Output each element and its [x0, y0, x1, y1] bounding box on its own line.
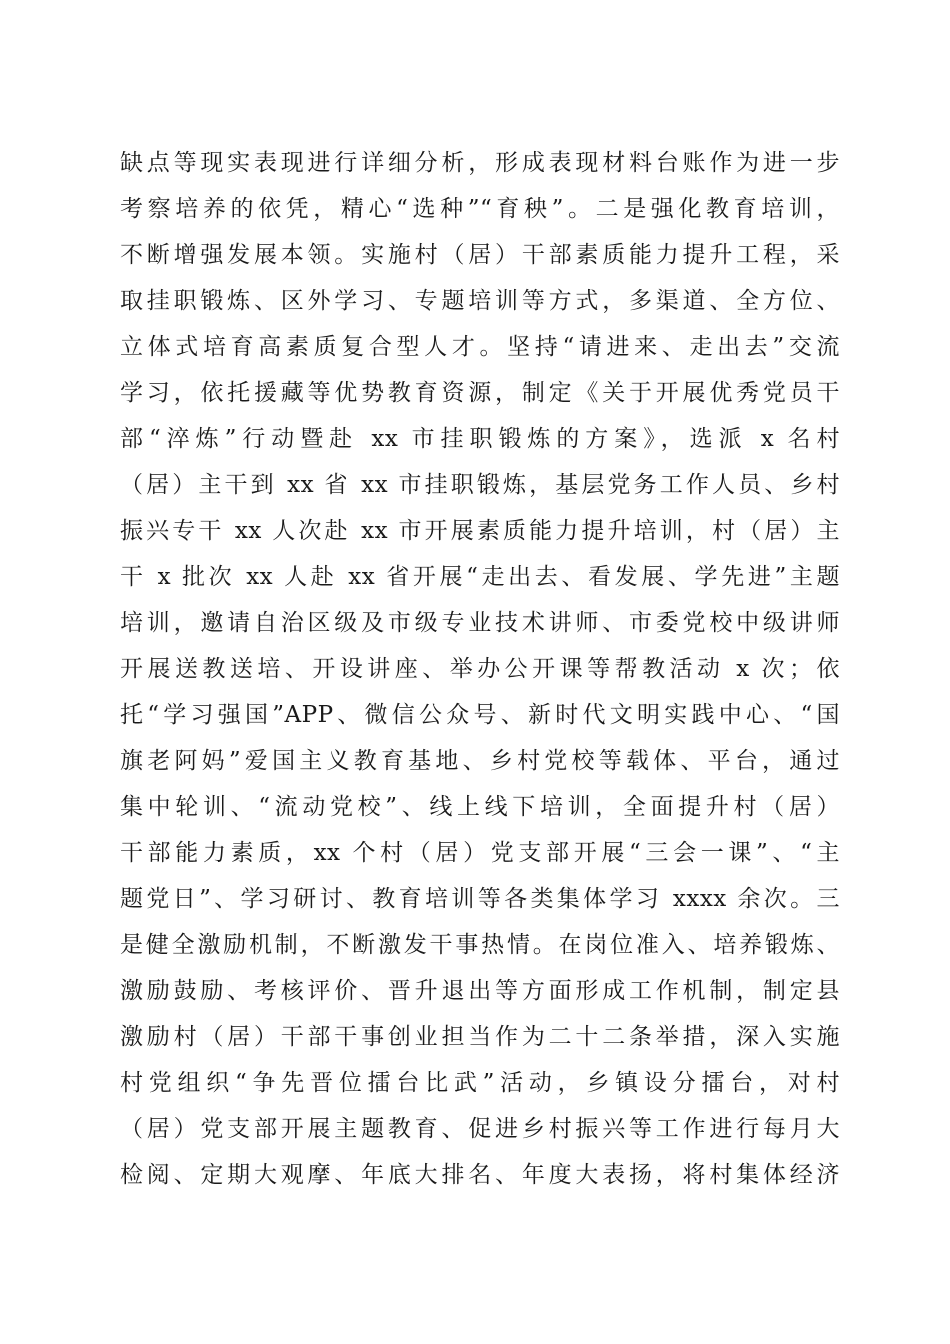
text-line: （居）党支部开展主题教育、促进乡村振兴等工作进行每月大: [120, 1116, 840, 1142]
text-line: 培训，邀请自治区级及市级专业技术讲师、市委党校中级讲师: [120, 610, 840, 636]
body-paragraph: [120, 140, 840, 1198]
text-line: 是健全激励机制，不断激发干事热情。在岗位准入、培养锻炼、: [120, 932, 840, 958]
text-line: 学习，依托援藏等优势教育资源，制定《关于开展优秀党员干: [120, 380, 840, 406]
text-line: 振兴专干 xx 人次赴 xx 市开展素质能力提升培训，村（居）主: [120, 518, 840, 544]
text-line: 开展送教送培、开设讲座、举办公开课等帮教活动 x 次；依: [120, 656, 840, 682]
text-line: 考察培养的依凭，精心“选种”“育秧”。二是强化教育培训，: [120, 196, 840, 222]
text-line: 旗老阿妈”爱国主义教育基地、乡村党校等载体、平台，通过: [120, 748, 840, 774]
text-line: 题党日”、学习研讨、教育培训等各类集体学习 xxxx 余次。三: [120, 886, 840, 912]
text-line: 立体式培育高素质复合型人才。坚持“请进来、走出去”交流: [120, 334, 840, 360]
text-line: 集中轮训、“流动党校”、线上线下培训，全面提升村（居）: [120, 794, 840, 820]
text-line: 激励村（居）干部干事创业担当作为二十二条举措，深入实施: [120, 1024, 840, 1050]
text-line: 缺点等现实表现进行详细分析，形成表现材料台账作为进一步: [120, 150, 840, 176]
text-line: 村党组织“争先晋位擂台比武”活动，乡镇设分擂台，对村: [120, 1070, 840, 1096]
text-line: 不断增强发展本领。实施村（居）干部素质能力提升工程，采: [120, 242, 840, 268]
text-line: 检阅、定期大观摩、年底大排名、年度大表扬，将村集体经济: [120, 1162, 840, 1188]
text-line: 干部能力素质，xx 个村（居）党支部开展“三会一课”、“主: [120, 840, 840, 866]
text-line: 托“学习强国”APP、微信公众号、新时代文明实践中心、“国: [120, 702, 840, 728]
text-line: （居）主干到 xx 省 xx 市挂职锻炼，基层党务工作人员、乡村: [120, 472, 840, 498]
text-line: 取挂职锻炼、区外学习、专题培训等方式，多渠道、全方位、: [120, 288, 840, 314]
text-line: 部“淬炼”行动暨赴 xx 市挂职锻炼的方案》，选派 x 名村: [120, 426, 840, 452]
text-line: 激励鼓励、考核评价、晋升退出等方面形成工作机制，制定县: [120, 978, 840, 1004]
text-line: 干 x 批次 xx 人赴 xx 省开展“走出去、看发展、学先进”主题: [120, 564, 840, 590]
